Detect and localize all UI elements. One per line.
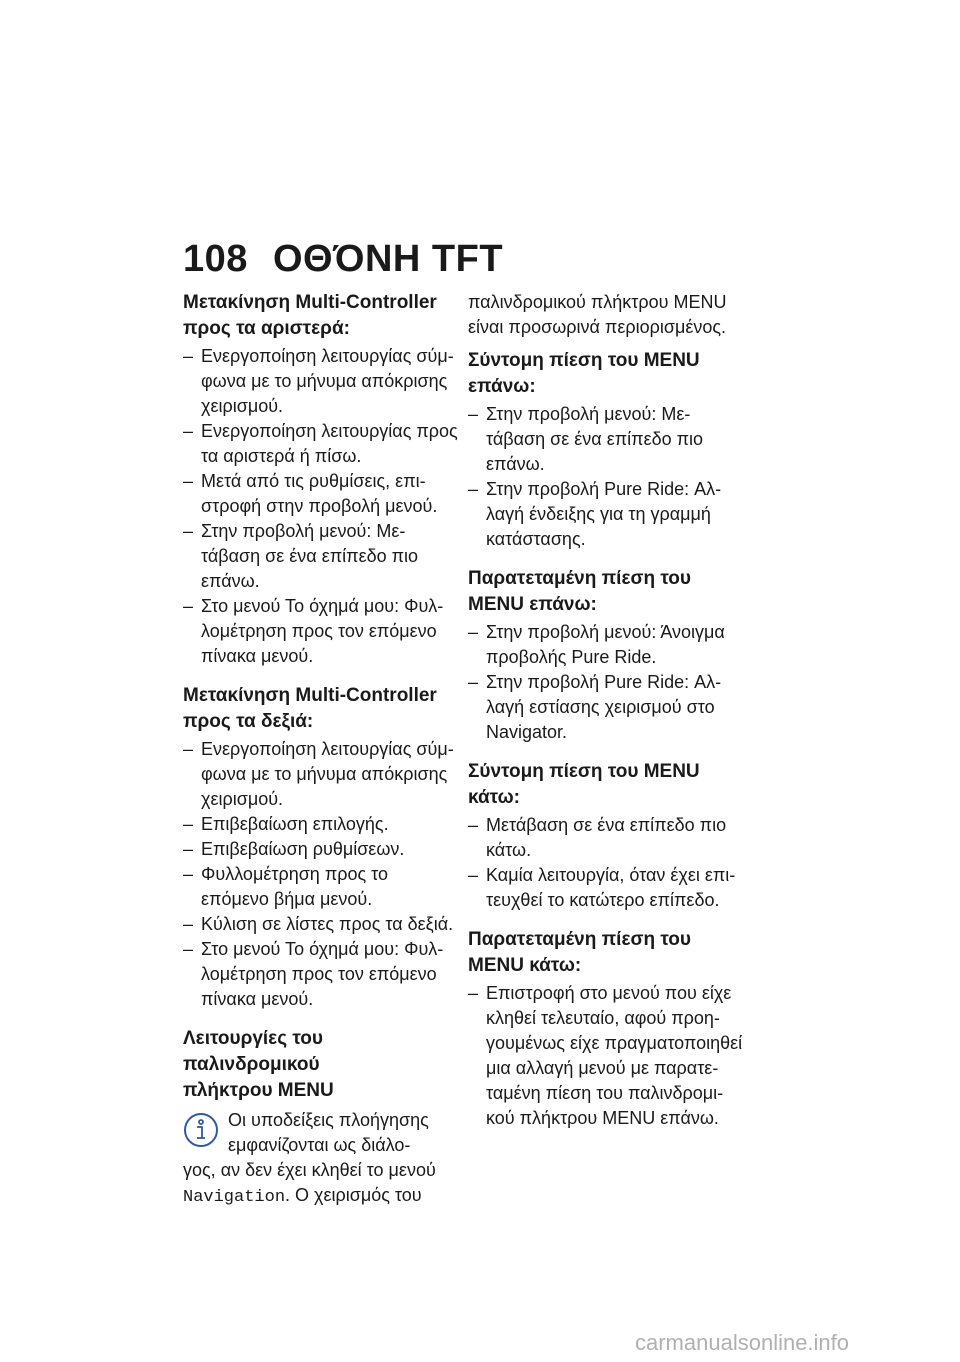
note-line: Οι υποδείξεις πλοήγησης bbox=[228, 1110, 429, 1130]
bullet-list bbox=[183, 344, 458, 669]
bullet-list bbox=[468, 981, 743, 1131]
note-line: Navigation. Ο χειρισμός του bbox=[183, 1185, 422, 1207]
list-item: – Φυλλομέτρηση προς το επόμενο βήμα μενού. bbox=[183, 862, 458, 912]
list-item: – Μετά από τις ρυθμίσεις, επι- στροφή στην προβολή μενού. bbox=[183, 469, 458, 519]
info-icon bbox=[183, 1112, 219, 1148]
menu-name: Navigation bbox=[183, 1188, 286, 1207]
bullet-list bbox=[468, 402, 743, 552]
note-line: γος, αν δεν έχει κληθεί το μενού bbox=[183, 1160, 436, 1180]
section-heading: Σύντομη πίεση του MENU κάτω: bbox=[468, 761, 700, 808]
left-column bbox=[183, 290, 458, 1210]
body-line: παλινδρομικού πλήκτρου MENU bbox=[468, 292, 727, 312]
section-heading: Σύντομη πίεση του MENU επάνω: bbox=[468, 350, 700, 397]
list-item: – Στην προβολή μενού: Με- τάβαση σε ένα επίπεδο πιο επάνω. bbox=[468, 402, 743, 477]
list-item: – Στο μενού Το όχημά μου: Φυλ- λομέτρηση προς τον επόμενο πίνακα μενού. bbox=[183, 594, 458, 669]
list-item: – Στην προβολή μενού: Άνοιγμα προβολής Pure Ride. bbox=[468, 620, 743, 670]
section-heading: Μετακίνηση Multi-Controller προς τα δεξιά: bbox=[183, 685, 437, 732]
list-item: – Κύλιση σε λίστες προς τα δεξιά. bbox=[183, 912, 458, 937]
list-item: – Επιβεβαίωση ρυθμίσεων. bbox=[183, 837, 458, 862]
section-heading: Παρατεταμένη πίεση του MENU επάνω: bbox=[468, 568, 691, 615]
info-note bbox=[183, 1108, 458, 1210]
list-item: – Στην προβολή μενού: Με- τάβαση σε ένα επίπεδο πιο επάνω. bbox=[183, 519, 458, 594]
list-item: – Καμία λειτουργία, όταν έχει επι- τευχθεί το κατώτερο επίπεδο. bbox=[468, 863, 743, 913]
list-item: – Ενεργοποίηση λειτουργίας προς τα αριστερά ή πίσω. bbox=[183, 419, 458, 469]
list-item: – Ενεργοποίηση λειτουργίας σύμ- φωνα με το μήνυμα απόκρισης χειρισμού. bbox=[183, 344, 458, 419]
bullet-list bbox=[183, 737, 458, 1012]
section-heading: Λειτουργίες του παλινδρομικού πλήκτρου MENU bbox=[183, 1028, 334, 1101]
list-item: – Ενεργοποίηση λειτουργίας σύμ- φωνα με το μήνυμα απόκρισης χειρισμού. bbox=[183, 737, 458, 812]
section-heading: Μετακίνηση Multi-Controller προς τα αριστερά: bbox=[183, 292, 437, 339]
watermark: carmanualsonline.info bbox=[635, 1330, 850, 1355]
right-column bbox=[468, 290, 743, 1131]
body-line: είναι προσωρινά περιορισμένος. bbox=[468, 317, 727, 337]
page-number: 108 bbox=[183, 238, 248, 280]
list-item: – Επιστροφή στο μενού που είχε κληθεί τελευταίο, αφού προη- γουμένως είχε πραγματοποιηθεί μια αλλαγή μενού με παρατε- ταμένη πίεση του παλινδρομι- κού πλήκτρου MENU επάνω. bbox=[468, 981, 743, 1131]
list-item: – Επιβεβαίωση επιλογής. bbox=[183, 812, 458, 837]
list-item: – Στο μενού Το όχημά μου: Φυλ- λομέτρηση προς τον επόμενο πίνακα μενού. bbox=[183, 937, 458, 1012]
bullet-list bbox=[468, 813, 743, 913]
list-item: – Μετάβαση σε ένα επίπεδο πιο κάτω. bbox=[468, 813, 743, 863]
list-item: – Στην προβολή Pure Ride: Αλ- λαγή εστίασης χειρισμού στο Navigator. bbox=[468, 670, 743, 745]
section-heading: Παρατεταμένη πίεση του MENU κάτω: bbox=[468, 929, 691, 976]
bullet-list bbox=[468, 620, 743, 745]
list-item: – Στην προβολή Pure Ride: Αλ- λαγή ένδειξης για τη γραμμή κατάστασης. bbox=[468, 477, 743, 552]
page-title: ΟΘΌΝΗ TFT bbox=[273, 238, 504, 280]
note-line: εμφανίζονται ως διάλο- bbox=[228, 1135, 411, 1155]
